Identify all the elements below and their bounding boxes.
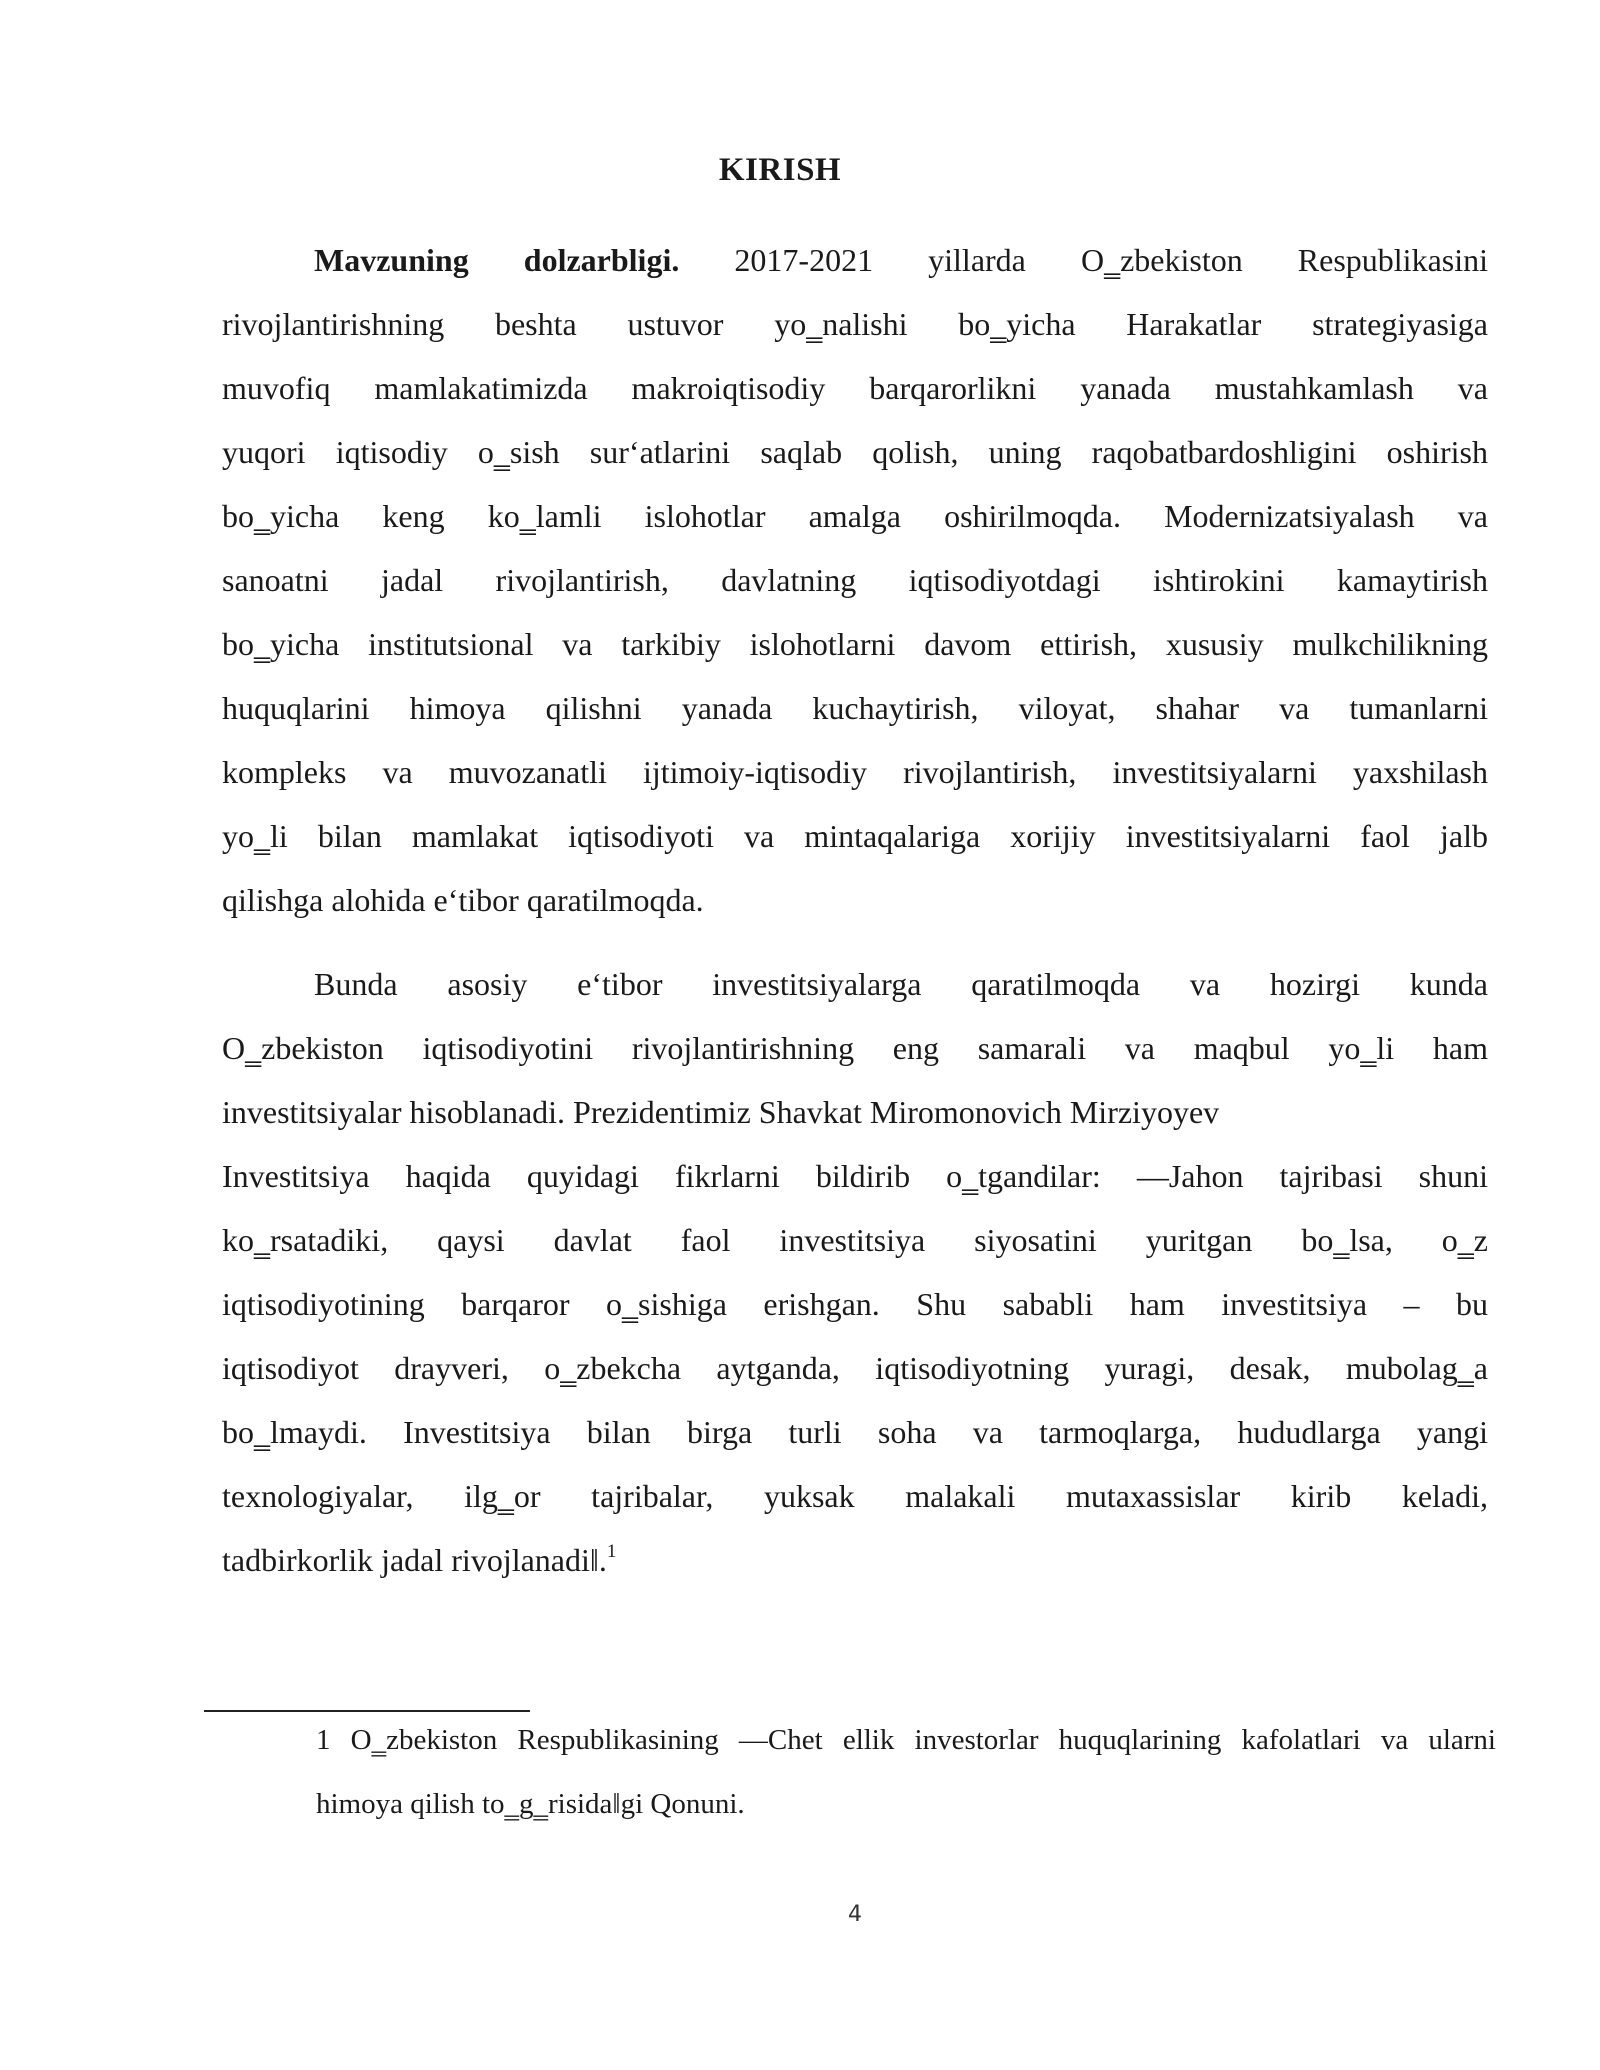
text-line: bo‗yicha keng ko‗lamli islohotlar amalga oshirilmoqda. Modernizatsiyalash va bbox=[222, 498, 1488, 534]
text-line: Investitsiya haqida quyidagi fikrlarni bildirib o‗tgandilar: ―Jahon tajribasi shuni bbox=[222, 1158, 1488, 1194]
page-title: KIRISH bbox=[718, 152, 842, 188]
text-line: qilishga alohida e‘tibor qaratilmoqda. bbox=[222, 882, 704, 918]
text-line: bo‗lmaydi. Investitsiya bilan birga turli soha va tarmoqlarga, hududlarga yangi bbox=[222, 1414, 1488, 1450]
text-line: huquqlarini himoya qilishni yanada kuchaytirish, viloyat, shahar va tumanlarni bbox=[222, 690, 1488, 726]
paragraph-investment bbox=[222, 952, 1488, 1592]
text-line: Mavzuning dolzarbligi. 2017-2021 yillarda O‗zbekiston Respublikasini bbox=[314, 242, 1488, 278]
text-line: yuqori iqtisodiy o‗sish sur‘atlarini saqlab qolish, uning raqobatbardoshligini oshirish bbox=[222, 434, 1488, 470]
text-line: bo‗yicha institutsional va tarkibiy islohotlarni davom ettirish, xususiy mulkchilikning bbox=[222, 626, 1488, 662]
text-line: texnologiyalar, ilg‗or tajribalar, yuksak malakali mutaxassislar kirib keladi, bbox=[222, 1478, 1488, 1514]
text-line: ko‗rsatadiki, qaysi davlat faol investitsiya siyosatini yuritgan bo‗lsa, o‗z bbox=[222, 1222, 1488, 1258]
footnote-line: himoya qilish to‗g‗risida‖gi Qonuni. bbox=[316, 1788, 745, 1820]
text-line: tadbirkorlik jadal rivojlanadi‖.$^1$ bbox=[222, 1541, 617, 1578]
text-line: iqtisodiyot drayveri, o‗zbekcha aytganda, iqtisodiyotning yuragi, desak, mubolag‗a bbox=[222, 1350, 1488, 1386]
text-line: investitsiyalar hisoblanadi. Prezidentimiz Shavkat Miromonovich Mirziyoyev bbox=[222, 1094, 1220, 1130]
text-line: O‗zbekiston iqtisodiyotini rivojlantirishning eng samarali va maqbul yo‗li ham bbox=[222, 1030, 1488, 1066]
text-line: yo‗li bilan mamlakat iqtisodiyoti va mintaqalariga xorijiy investitsiyalarni faol jalb bbox=[222, 818, 1488, 854]
paragraph-relevance bbox=[222, 228, 1488, 932]
text-line: rivojlantirishning beshta ustuvor yo‗nalishi bo‗yicha Harakatlar strategiyasiga bbox=[222, 306, 1488, 342]
text-line: iqtisodiyotining barqaror o‗sishiga erishgan. Shu sababli ham investitsiya – bu bbox=[222, 1286, 1488, 1322]
text-line: sanoatni jadal rivojlantirish, davlatning iqtisodiyotdagi ishtirokini kamaytirish bbox=[222, 562, 1488, 598]
page-number: 4 bbox=[848, 1902, 862, 1927]
footnote bbox=[316, 1708, 1496, 1836]
text-line: muvofiq mamlakatimizda makroiqtisodiy barqarorlikni yanada mustahkamlash va bbox=[222, 370, 1488, 406]
text-line: Bunda asosiy e‘tibor investitsiyalarga qaratilmoqda va hozirgi kunda bbox=[314, 966, 1488, 1002]
text-line: kompleks va muvozanatli ijtimoiy-iqtisodiy rivojlantirish, investitsiyalarni yaxshilash bbox=[222, 754, 1488, 790]
footnote-line: 1 O‗zbekiston Respublikasining ―Chet ellik investorlar huquqlarining kafolatlari va ularni bbox=[316, 1724, 1496, 1756]
lead-heading: Mavzuning dolzarbligi. bbox=[314, 242, 680, 278]
footnote-reference[interactable]: 1 bbox=[606, 1541, 617, 1563]
